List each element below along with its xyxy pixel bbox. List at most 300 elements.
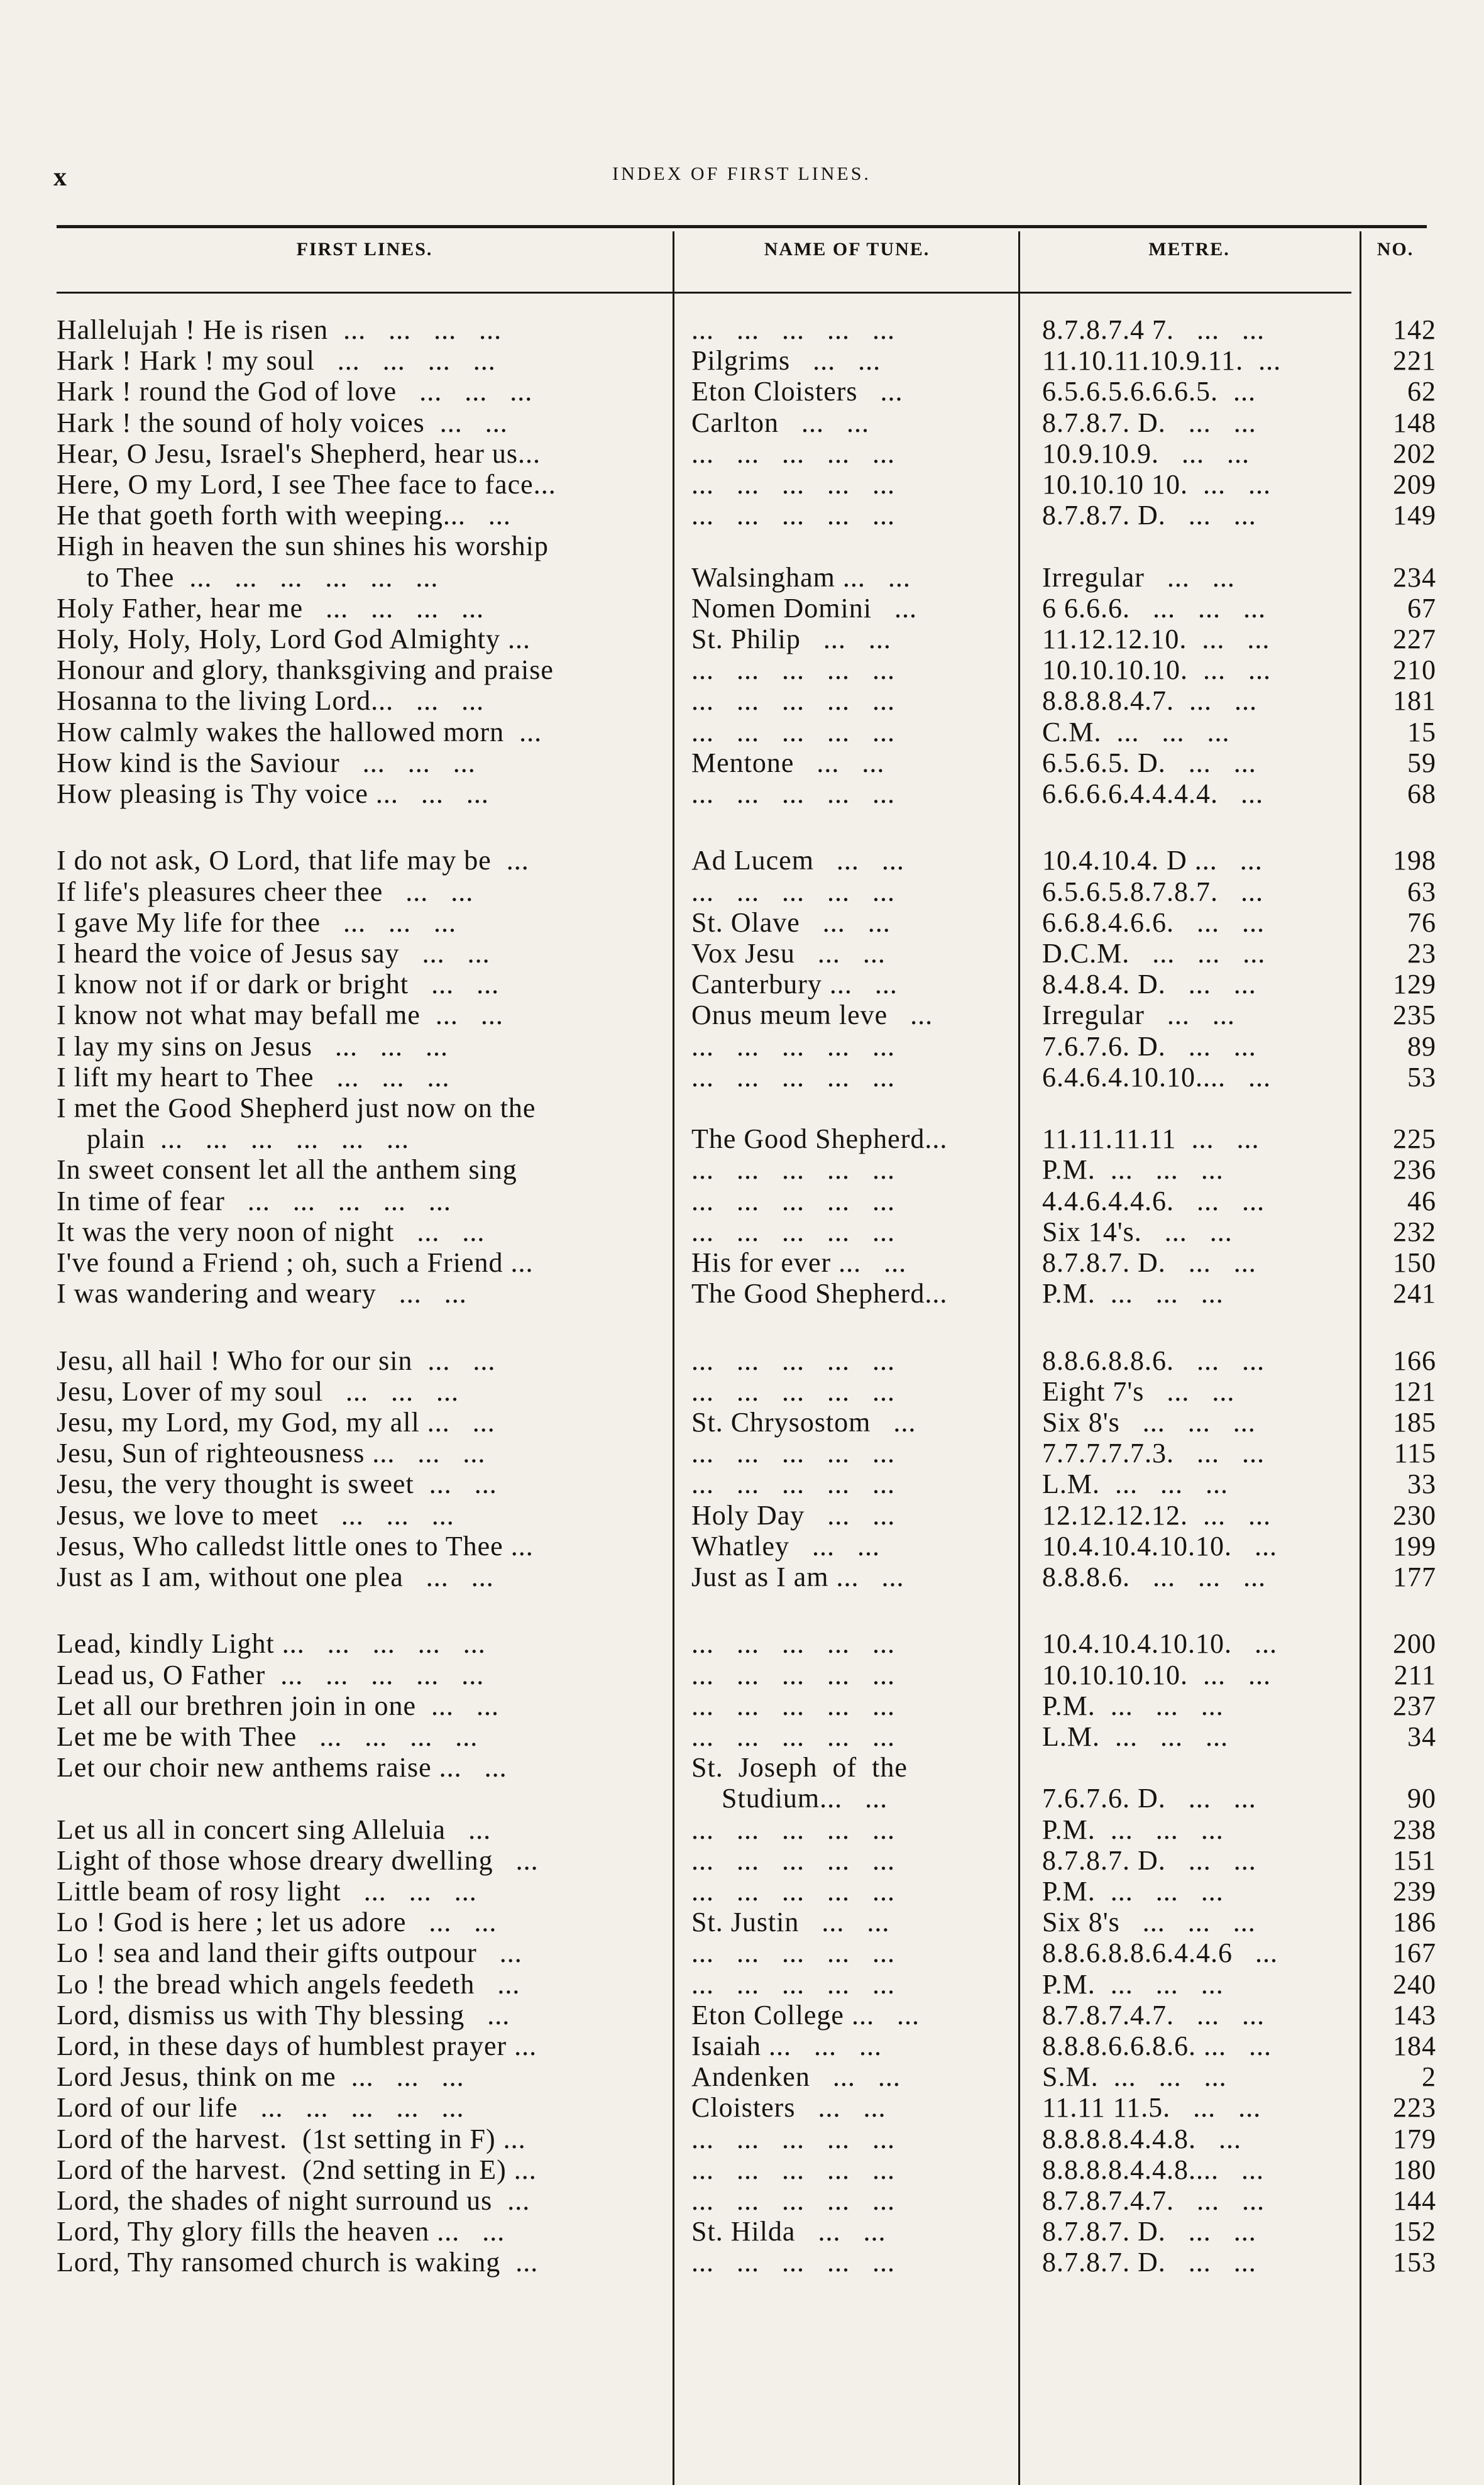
tune-name: ... ... ... ... ... <box>691 717 895 747</box>
hymn-number: 236 <box>1393 1154 1436 1185</box>
first-line-text: In sweet consent let all the anthem sing <box>57 1154 517 1185</box>
hymn-number: 15 <box>1407 717 1436 747</box>
index-row <box>57 2061 1436 2092</box>
index-row <box>57 593 1436 624</box>
hymn-number: 223 <box>1393 2092 1436 2123</box>
metre-text: 6.5.6.5. D. ... ... <box>1042 747 1256 778</box>
index-row <box>57 1937 1436 1968</box>
tune-name: ... ... ... ... ... <box>691 1062 895 1093</box>
metre-text: 6.5.6.5.6.6.6.5. ... <box>1042 376 1256 407</box>
hymn-number: 34 <box>1407 1721 1436 1752</box>
page-number: x <box>53 163 67 192</box>
metre-text: Irregular ... ... <box>1042 562 1235 593</box>
tune-name: ... ... ... ... ... <box>691 1969 895 2000</box>
metre-text: 8.8.8.8.4.7. ... ... <box>1042 685 1257 716</box>
hymn-number: 177 <box>1393 1562 1436 1592</box>
hymn-number: 240 <box>1393 1969 1436 2000</box>
index-row <box>57 531 1427 561</box>
tune-name: Just as I am ... ... <box>691 1562 904 1592</box>
metre-text: 6.5.6.5.8.7.8.7. ... <box>1042 876 1263 907</box>
hymn-number: 234 <box>1393 562 1436 593</box>
tune-name: St. Justin ... ... <box>691 1907 890 1937</box>
tune-name: The Good Shepherd... <box>691 1278 948 1309</box>
index-row <box>57 1093 1427 1123</box>
tune-name: ... ... ... ... ... <box>691 1345 895 1376</box>
index-row <box>57 1783 1436 1814</box>
metre-text: Six 8's ... ... ... <box>1042 1407 1256 1438</box>
tune-name: St. Joseph of the <box>691 1752 908 1783</box>
first-line-text: How calmly wakes the hallowed morn ... <box>57 717 542 747</box>
metre-text: 8.8.6.8.8.6. ... ... <box>1042 1345 1265 1376</box>
hymn-number: 180 <box>1393 2154 1436 2185</box>
first-line-text: Here, O my Lord, I see Thee face to face... <box>57 469 556 500</box>
index-row <box>57 2000 1436 2030</box>
metre-text: P.M. ... ... ... <box>1042 1876 1224 1907</box>
index-row <box>57 1468 1436 1499</box>
index-row <box>57 1154 1436 1185</box>
tune-name: His for ever ... ... <box>691 1247 907 1278</box>
hymn-number: 232 <box>1393 1216 1436 1247</box>
first-line-text: I was wandering and weary ... ... <box>57 1278 467 1309</box>
metre-text: 4.4.6.4.4.6. ... ... <box>1042 1186 1265 1216</box>
index-row <box>57 1531 1436 1562</box>
index-row <box>57 1123 1436 1154</box>
index-row <box>57 1216 1436 1247</box>
first-line-text: plain ... ... ... ... ... ... <box>57 1123 409 1154</box>
metre-text: P.M. ... ... ... <box>1042 1278 1224 1309</box>
first-line-text: Lord, Thy glory fills the heaven ... ... <box>57 2216 505 2247</box>
tune-name: ... ... ... ... ... <box>691 438 895 469</box>
first-line-text: Holy, Holy, Holy, Lord God Almighty ... <box>57 624 530 654</box>
metre-text: 12.12.12.12. ... ... <box>1042 1500 1271 1531</box>
first-line-text: Jesus, we love to meet ... ... ... <box>57 1500 454 1531</box>
hymn-number: 198 <box>1393 845 1436 876</box>
tune-name: ... ... ... ... ... <box>691 1937 895 1968</box>
tune-name: ... ... ... ... ... <box>691 1376 895 1407</box>
metre-text: 10.10.10 10. ... ... <box>1042 469 1271 500</box>
first-line-text: Light of those whose dreary dwelling ... <box>57 1845 539 1876</box>
metre-text: 8.8.8.6.6.8.6. ... ... <box>1042 2030 1272 2061</box>
metre-text: 10.10.10.10. ... ... <box>1042 1660 1271 1690</box>
index-row <box>57 1660 1436 1690</box>
top-rule <box>57 225 1427 228</box>
metre-text: 10.10.10.10. ... ... <box>1042 654 1271 685</box>
hymn-number: 153 <box>1393 2247 1436 2278</box>
first-line-text: Lead us, O Father ... ... ... ... ... <box>57 1660 485 1690</box>
hymn-number: 152 <box>1393 2216 1436 2247</box>
hymn-number: 210 <box>1393 654 1436 685</box>
hymn-number: 221 <box>1393 345 1436 376</box>
hymn-number: 238 <box>1393 1814 1436 1845</box>
first-line-text: I do not ask, O Lord, that life may be ... <box>57 845 529 876</box>
first-line-text: Holy Father, hear me ... ... ... ... <box>57 593 485 624</box>
first-line-text: I gave My life for thee ... ... ... <box>57 907 457 938</box>
metre-text: 10.4.10.4.10.10. ... <box>1042 1628 1277 1659</box>
first-line-text: Jesu, my Lord, my God, my all ... ... <box>57 1407 495 1438</box>
first-line-text: I heard the voice of Jesus say ... ... <box>57 938 490 969</box>
index-row <box>57 1876 1436 1907</box>
index-row <box>57 2092 1436 2123</box>
first-line-text: Lord, Thy ransomed church is waking ... <box>57 2247 539 2278</box>
metre-text: 10.9.10.9. ... ... <box>1042 438 1250 469</box>
first-line-text: Jesu, all hail ! Who for our sin ... ... <box>57 1345 496 1376</box>
first-line-text: He that goeth forth with weeping... ... <box>57 500 511 531</box>
tune-name: Vox Jesu ... ... <box>691 938 886 969</box>
metre-text: P.M. ... ... ... <box>1042 1154 1224 1185</box>
index-row <box>57 1721 1436 1752</box>
index-row <box>57 938 1436 969</box>
hymn-number: 59 <box>1407 747 1436 778</box>
tune-name: ... ... ... ... ... <box>691 1721 895 1752</box>
hymn-number: 202 <box>1393 438 1436 469</box>
tune-name: ... ... ... ... ... <box>691 685 895 716</box>
metre-text: Eight 7's ... ... <box>1042 1376 1235 1407</box>
hymn-number: 199 <box>1393 1531 1436 1562</box>
hymn-number: 227 <box>1393 624 1436 654</box>
tune-name: ... ... ... ... ... <box>691 1845 895 1876</box>
first-line-text: Lord, dismiss us with Thy blessing ... <box>57 2000 510 2030</box>
hymn-number: 115 <box>1393 1438 1436 1468</box>
tune-name: ... ... ... ... ... <box>691 778 895 809</box>
tune-name: Ad Lucem ... ... <box>691 845 904 876</box>
index-row <box>57 845 1436 876</box>
tune-name: Onus meum leve ... <box>691 1000 933 1030</box>
index-row <box>57 2216 1436 2247</box>
hymn-number: 241 <box>1393 1278 1436 1309</box>
first-line-text: Jesu, the very thought is sweet ... ... <box>57 1468 497 1499</box>
metre-text: P.M. ... ... ... <box>1042 1814 1224 1845</box>
hymn-number: 225 <box>1393 1123 1436 1154</box>
hymn-number: 33 <box>1407 1468 1436 1499</box>
hymn-number: 63 <box>1407 876 1436 907</box>
first-line-text: I've found a Friend ; oh, such a Friend ... <box>57 1247 534 1278</box>
metre-text: 8.7.8.7. D. ... ... <box>1042 2216 1256 2247</box>
first-line-text: Hallelujah ! He is risen ... ... ... ... <box>57 314 502 345</box>
first-line-text: Just as I am, without one plea ... ... <box>57 1562 494 1592</box>
hymn-number: 23 <box>1407 938 1436 969</box>
first-line-text: I met the Good Shepherd just now on the <box>57 1093 536 1123</box>
index-row <box>57 1247 1436 1278</box>
first-line-text: Lo ! God is here ; let us adore ... ... <box>57 1907 497 1937</box>
index-row <box>57 1031 1436 1062</box>
first-line-text: In time of fear ... ... ... ... ... <box>57 1186 451 1216</box>
metre-text: D.C.M. ... ... ... <box>1042 938 1266 969</box>
metre-text: 6.6.6.6.4.4.4.4. ... <box>1042 778 1263 809</box>
hymn-number: 181 <box>1393 685 1436 716</box>
index-row <box>57 1628 1436 1659</box>
index-row <box>57 685 1436 716</box>
metre-text: L.M. ... ... ... <box>1042 1468 1228 1499</box>
metre-text: 11.11.11.11 ... ... <box>1042 1123 1260 1154</box>
tune-name: Eton College ... ... <box>691 2000 920 2030</box>
first-line-text: Hosanna to the living Lord... ... ... <box>57 685 485 716</box>
tune-name: St. Philip ... ... <box>691 624 891 654</box>
hymn-number: 2 <box>1422 2061 1436 2092</box>
tune-name: ... ... ... ... ... <box>691 1876 895 1907</box>
index-row <box>57 778 1436 809</box>
first-line-text: Jesus, Who calledst little ones to Thee ... <box>57 1531 534 1562</box>
hymn-number: 179 <box>1393 2124 1436 2154</box>
hymn-number: 148 <box>1393 407 1436 438</box>
index-row <box>57 1186 1436 1216</box>
index-row <box>57 1407 1436 1438</box>
metre-text: 8.7.8.7. D. ... ... <box>1042 1247 1256 1278</box>
metre-text: 7.6.7.6. D. ... ... <box>1042 1031 1256 1062</box>
metre-text: 11.12.12.10. ... ... <box>1042 624 1270 654</box>
tune-name: Holy Day ... ... <box>691 1500 896 1531</box>
hymn-number: 89 <box>1407 1031 1436 1062</box>
index-row <box>57 469 1436 500</box>
hymn-number: 166 <box>1393 1345 1436 1376</box>
tune-name: ... ... ... ... ... <box>691 2185 895 2216</box>
index-row <box>57 376 1436 407</box>
tune-name: ... ... ... ... ... <box>691 1186 895 1216</box>
index-row <box>57 1907 1436 1937</box>
tune-name: ... ... ... ... ... <box>691 314 895 345</box>
metre-text: P.M. ... ... ... <box>1042 1690 1224 1721</box>
tune-name: St. Olave ... ... <box>691 907 891 938</box>
tune-name: ... ... ... ... ... <box>691 1814 895 1845</box>
hymn-number: 167 <box>1393 1937 1436 1968</box>
index-row <box>57 1376 1436 1407</box>
index-row <box>57 1814 1436 1845</box>
index-row <box>57 1000 1436 1030</box>
page-header <box>53 162 1430 194</box>
first-line-text: Lo ! the bread which angels feedeth ... <box>57 1969 520 2000</box>
tune-name: ... ... ... ... ... <box>691 2154 895 2185</box>
tune-name: Studium... ... <box>691 1783 888 1814</box>
running-head: INDEX OF FIRST LINES. <box>612 163 871 184</box>
tune-name: ... ... ... ... ... <box>691 1660 895 1690</box>
hymn-number: 149 <box>1393 500 1436 531</box>
metre-text: C.M. ... ... ... <box>1042 717 1230 747</box>
index-row <box>57 2247 1436 2278</box>
tune-name: ... ... ... ... ... <box>691 469 895 500</box>
index-row <box>57 1500 1436 1531</box>
hymn-number: 144 <box>1393 2185 1436 2216</box>
index-row <box>57 1845 1436 1876</box>
tune-name: ... ... ... ... ... <box>691 2124 895 2154</box>
first-line-text: Let all our brethren join in one ... ... <box>57 1690 500 1721</box>
tune-name: ... ... ... ... ... <box>691 500 895 531</box>
first-line-text: Let our choir new anthems raise ... ... <box>57 1752 507 1783</box>
first-line-text: Lord Jesus, think on me ... ... ... <box>57 2061 464 2092</box>
metre-text: 8.7.8.7. D. ... ... <box>1042 500 1256 531</box>
metre-text: Six 14's. ... ... <box>1042 1216 1233 1247</box>
first-line-text: Hear, O Jesu, Israel's Shepherd, hear us... <box>57 438 541 469</box>
hymn-number: 237 <box>1393 1690 1436 1721</box>
tune-name: Nomen Domini ... <box>691 593 917 624</box>
index-row <box>57 747 1436 778</box>
tune-name: Pilgrims ... ... <box>691 345 881 376</box>
first-line-text: Let us all in concert sing Alleluia ... <box>57 1814 492 1845</box>
index-row <box>57 876 1436 907</box>
first-line-text: to Thee ... ... ... ... ... ... <box>57 562 439 593</box>
first-line-text: If life's pleasures cheer thee ... ... <box>57 876 474 907</box>
first-line-text: Hark ! Hark ! my soul ... ... ... ... <box>57 345 496 376</box>
metre-text: 8.8.8.8.4.4.8. ... <box>1042 2124 1241 2154</box>
tune-name: ... ... ... ... ... <box>691 1690 895 1721</box>
hymn-number: 67 <box>1407 593 1436 624</box>
hymn-number: 143 <box>1393 2000 1436 2030</box>
metre-text: 8.7.8.7. D. ... ... <box>1042 1845 1256 1876</box>
index-row <box>57 2124 1436 2154</box>
metre-text: 8.7.8.7.4.7. ... ... <box>1042 2185 1265 2216</box>
metre-text: 8.8.8.6. ... ... ... <box>1042 1562 1266 1592</box>
index-row <box>57 2030 1436 2061</box>
first-line-text: I know not what may befall me ... ... <box>57 1000 503 1030</box>
first-line-text: How kind is the Saviour ... ... ... <box>57 747 476 778</box>
metre-text: 8.4.8.4. D. ... ... <box>1042 969 1256 1000</box>
metre-text: 6 6.6.6. ... ... ... <box>1042 593 1266 624</box>
metre-text: 7.6.7.6. D. ... ... <box>1042 1783 1256 1814</box>
index-row <box>57 1438 1436 1468</box>
metre-text: 8.8.8.8.4.4.8.... ... <box>1042 2154 1264 2185</box>
index-row <box>57 1278 1436 1309</box>
tune-name: ... ... ... ... ... <box>691 1031 895 1062</box>
hymn-number: 62 <box>1407 376 1436 407</box>
index-row <box>57 1752 1427 1783</box>
index-row <box>57 969 1436 1000</box>
tune-name: ... ... ... ... ... <box>691 2247 895 2278</box>
hymn-number: 90 <box>1407 1783 1436 1814</box>
first-line-text: How pleasing is Thy voice ... ... ... <box>57 778 489 809</box>
column-header-first-lines: FIRST LINES. <box>296 239 433 260</box>
index-row <box>57 500 1436 531</box>
first-line-text: Lord of our life ... ... ... ... ... <box>57 2092 464 2123</box>
first-line-text: Lord, the shades of night surround us ... <box>57 2185 530 2216</box>
index-row <box>57 907 1436 938</box>
metre-text: 8.8.6.8.8.6.4.4.6 ... <box>1042 1937 1278 1968</box>
hymn-number: 200 <box>1393 1628 1436 1659</box>
tune-name: Andenken ... ... <box>691 2061 901 2092</box>
hymn-number: 68 <box>1407 778 1436 809</box>
metre-text: 11.10.11.10.9.11. ... <box>1042 345 1282 376</box>
metre-text: 8.7.8.7.4.7. ... ... <box>1042 2000 1265 2030</box>
index-row <box>57 438 1436 469</box>
index-row <box>57 345 1436 376</box>
first-line-text: Let me be with Thee ... ... ... ... <box>57 1721 478 1752</box>
hymn-number: 230 <box>1393 1500 1436 1531</box>
metre-text: 11.11 11.5. ... ... <box>1042 2092 1261 2123</box>
first-line-text: Lord of the harvest. (1st setting in F) ... <box>57 2124 526 2154</box>
metre-text: 8.7.8.7. D. ... ... <box>1042 407 1256 438</box>
index-row <box>57 624 1436 654</box>
tune-name: St. Hilda ... ... <box>691 2216 886 2247</box>
tune-name: Mentone ... ... <box>691 747 885 778</box>
first-line-text: Jesu, Sun of righteousness ... ... ... <box>57 1438 486 1468</box>
first-line-text: Hark ! round the God of love ... ... ... <box>57 376 533 407</box>
metre-text: L.M. ... ... ... <box>1042 1721 1228 1752</box>
hymn-number: 53 <box>1407 1062 1436 1093</box>
first-line-text: It was the very noon of night ... ... <box>57 1216 485 1247</box>
hymn-number: 185 <box>1393 1407 1436 1438</box>
tune-name: ... ... ... ... ... <box>691 654 895 685</box>
tune-name: The Good Shepherd... <box>691 1123 948 1154</box>
tune-name: ... ... ... ... ... <box>691 1468 895 1499</box>
index-row <box>57 1969 1436 2000</box>
first-line-text: I know not if or dark or bright ... ... <box>57 969 500 1000</box>
hymn-number: 142 <box>1393 314 1436 345</box>
metre-text: Six 8's ... ... ... <box>1042 1907 1256 1937</box>
hymn-number: 211 <box>1393 1660 1436 1690</box>
first-line-text: Honour and glory, thanksgiving and praise <box>57 654 554 685</box>
tune-name: Eton Cloisters ... <box>691 376 903 407</box>
index-row <box>57 2154 1436 2185</box>
index-row <box>57 1690 1436 1721</box>
tune-name: Walsingham ... ... <box>691 562 911 593</box>
first-line-text: Lord of the harvest. (2nd setting in E) ... <box>57 2154 537 2185</box>
tune-name: Canterbury ... ... <box>691 969 898 1000</box>
hymn-number: 129 <box>1393 969 1436 1000</box>
hymn-number: 150 <box>1393 1247 1436 1278</box>
tune-name: ... ... ... ... ... <box>691 1628 895 1659</box>
hymn-number: 235 <box>1393 1000 1436 1030</box>
index-row <box>57 407 1436 438</box>
tune-name: Isaiah ... ... ... <box>691 2030 882 2061</box>
metre-text: 8.7.8.7.4 7. ... ... <box>1042 314 1265 345</box>
metre-text: 6.4.6.4.10.10.... ... <box>1042 1062 1271 1093</box>
metre-text: S.M. ... ... ... <box>1042 2061 1227 2092</box>
index-row <box>57 717 1436 747</box>
metre-text: 7.7.7.7.7.3. ... ... <box>1042 1438 1265 1468</box>
tune-name: ... ... ... ... ... <box>691 876 895 907</box>
first-line-text: High in heaven the sun shines his worship <box>57 531 549 561</box>
index-row <box>57 562 1436 593</box>
metre-text: Irregular ... ... <box>1042 1000 1235 1030</box>
first-line-text: I lift my heart to Thee ... ... ... <box>57 1062 450 1093</box>
tune-name: Carlton ... ... <box>691 407 869 438</box>
tune-name: ... ... ... ... ... <box>691 1154 895 1185</box>
metre-text: 10.4.10.4.10.10. ... <box>1042 1531 1277 1562</box>
hymn-number: 186 <box>1393 1907 1436 1937</box>
first-line-text: Jesu, Lover of my soul ... ... ... <box>57 1376 459 1407</box>
hymn-number: 151 <box>1393 1845 1436 1876</box>
metre-text: P.M. ... ... ... <box>1042 1969 1224 2000</box>
index-row <box>57 1062 1436 1093</box>
hymn-number: 184 <box>1393 2030 1436 2061</box>
first-line-text: Lord, in these days of humblest prayer ... <box>57 2030 537 2061</box>
first-line-text: Lo ! sea and land their gifts outpour ... <box>57 1937 522 1968</box>
first-line-text: I lay my sins on Jesus ... ... ... <box>57 1031 448 1062</box>
column-header-metre: METRE. <box>1148 239 1230 260</box>
hymn-number: 46 <box>1407 1186 1436 1216</box>
index-row <box>57 1345 1436 1376</box>
tune-name: Cloisters ... ... <box>691 2092 886 2123</box>
index-row <box>57 1562 1436 1592</box>
metre-text: 10.4.10.4. D ... ... <box>1042 845 1263 876</box>
hymn-number: 209 <box>1393 469 1436 500</box>
tune-name: ... ... ... ... ... <box>691 1216 895 1247</box>
hymn-number: 121 <box>1393 1376 1436 1407</box>
header-rule <box>57 292 1351 294</box>
tune-name: ... ... ... ... ... <box>691 1438 895 1468</box>
column-header-tune: NAME OF TUNE. <box>764 239 930 260</box>
hymn-number: 239 <box>1393 1876 1436 1907</box>
column-header-no: NO. <box>1377 239 1414 260</box>
hymn-number: 76 <box>1407 907 1436 938</box>
index-row <box>57 314 1436 345</box>
first-line-text: Lead, kindly Light ... ... ... ... ... <box>57 1628 486 1659</box>
index-row <box>57 654 1436 685</box>
first-line-text: Little beam of rosy light ... ... ... <box>57 1876 477 1907</box>
tune-name: St. Chrysostom ... <box>691 1407 916 1438</box>
tune-name: Whatley ... ... <box>691 1531 881 1562</box>
first-line-text: Hark ! the sound of holy voices ... ... <box>57 407 508 438</box>
metre-text: 8.7.8.7. D. ... ... <box>1042 2247 1256 2278</box>
metre-text: 6.6.8.4.6.6. ... ... <box>1042 907 1265 938</box>
index-row <box>57 2185 1436 2216</box>
